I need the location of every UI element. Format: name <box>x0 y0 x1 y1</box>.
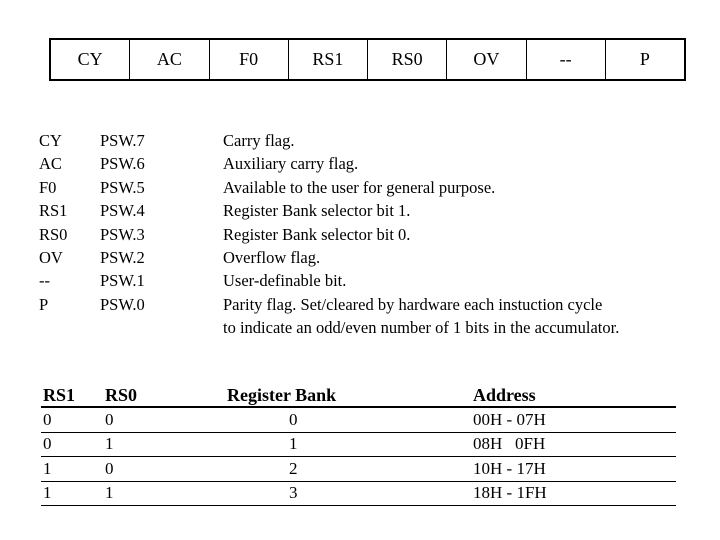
flag-row-rs0 <box>39 223 699 246</box>
psw-register <box>49 38 686 81</box>
psw-bit-ac: AC <box>130 40 209 79</box>
flag-row-p <box>39 293 699 316</box>
cell-register-bank: 1 <box>289 434 298 454</box>
cell-register-bank: 2 <box>289 458 298 478</box>
header-address: Address <box>473 385 536 405</box>
flag-row-f0 <box>39 176 699 199</box>
flag-bit: PSW.6 <box>100 154 145 174</box>
cell-address: 18H - 1FH <box>473 483 547 503</box>
cell-address: 00H - 07H <box>473 409 546 429</box>
header-register-bank: Register Bank <box>227 385 337 405</box>
flag-bit <box>100 316 223 339</box>
flag-description: Carry flag. <box>223 131 295 150</box>
table-row <box>41 408 676 433</box>
psw-bit-rs0: RS0 <box>368 40 447 79</box>
flag-description-list <box>39 129 699 340</box>
flag-name: OV <box>39 248 63 268</box>
flag-description: Register Bank selector bit 0. <box>223 224 411 244</box>
flag-description: Register Bank selector bit 1. <box>223 201 411 221</box>
flag-bit: PSW.0 <box>100 294 145 314</box>
flag-bit: PSW.5 <box>100 177 145 197</box>
cell-rs1: 0 <box>43 434 52 454</box>
cell-rs0: 0 <box>105 409 114 429</box>
cell-address: 08H 0FH <box>473 434 546 454</box>
flag-description: Available to the user for general purpose. <box>223 177 496 197</box>
psw-bit-rs1: RS1 <box>289 40 368 79</box>
table-row <box>41 433 676 458</box>
table-header <box>41 382 676 408</box>
flag-name: AC <box>39 154 62 174</box>
flag-description: Auxiliary carry flag. <box>223 154 359 174</box>
flag-name: P <box>39 294 49 314</box>
psw-bit-f0: F0 <box>210 40 289 79</box>
flag-row-ac <box>39 152 699 175</box>
table-row <box>41 482 676 507</box>
cell-rs0: 0 <box>105 458 114 478</box>
flag-bit: PSW.7 <box>100 131 145 150</box>
table-row <box>41 457 676 482</box>
cell-rs1: 0 <box>43 409 52 429</box>
flag-description: Parity flag. Set/cleared by hardware each instuction cycle <box>223 294 603 314</box>
psw-bit-reserved: -- <box>527 40 606 79</box>
flag-row-reserved <box>39 269 699 292</box>
cell-rs1: 1 <box>43 483 52 503</box>
cell-rs0: 1 <box>105 483 114 503</box>
cell-rs1: 1 <box>43 458 52 478</box>
cell-register-bank: 3 <box>289 483 298 503</box>
header-rs1: RS1 <box>43 385 76 405</box>
flag-bit: PSW.4 <box>100 201 145 221</box>
cell-address: 10H - 17H <box>473 458 546 478</box>
flag-bit: PSW.2 <box>100 248 145 268</box>
flag-name: -- <box>39 271 50 291</box>
register-bank-table <box>41 382 676 506</box>
flag-description: to indicate an odd/even number of 1 bits in the accumulator. <box>223 318 620 338</box>
flag-row-rs1 <box>39 199 699 222</box>
header-rs0: RS0 <box>105 385 138 405</box>
psw-bit-ov: OV <box>447 40 526 79</box>
flag-bit: PSW.1 <box>100 271 145 291</box>
psw-bit-cy: CY <box>51 40 130 79</box>
psw-bit-p: P <box>639 49 650 69</box>
flag-description: Overflow flag. <box>223 248 321 268</box>
cell-register-bank: 0 <box>289 409 298 429</box>
flag-name: F0 <box>39 177 57 197</box>
cell-rs0: 1 <box>105 434 114 454</box>
flag-name: RS1 <box>39 201 68 221</box>
flag-name <box>39 316 100 339</box>
flag-description: User-definable bit. <box>223 271 347 291</box>
flag-bit: PSW.3 <box>100 224 145 244</box>
flag-name: RS0 <box>39 224 68 244</box>
flag-row-cy <box>39 129 699 152</box>
flag-row-ov <box>39 246 699 269</box>
flag-name: CY <box>39 131 62 150</box>
flag-row-p-continued <box>39 316 699 339</box>
